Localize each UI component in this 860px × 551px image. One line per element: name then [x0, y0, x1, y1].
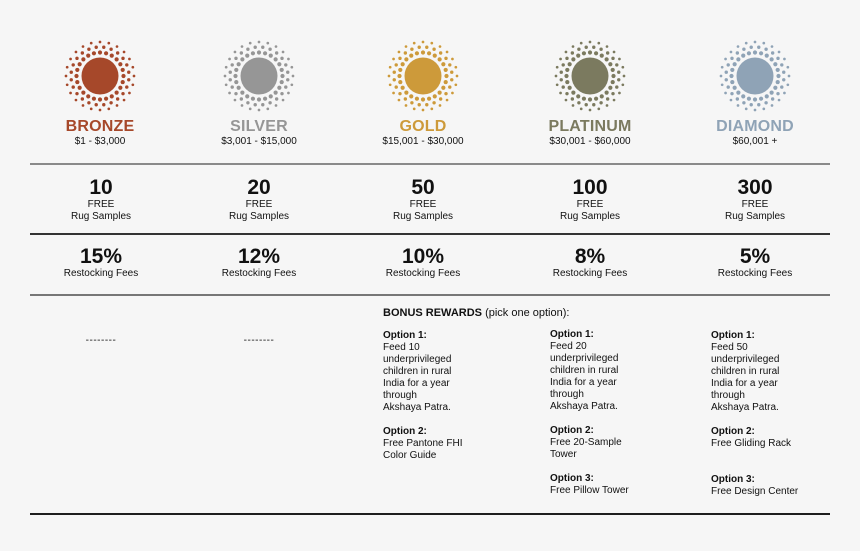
option-text: Free Pillow Tower: [550, 485, 629, 496]
option-1: [550, 329, 690, 413]
fee-bronze: [26, 246, 176, 280]
option-heading: Option 2:: [711, 426, 755, 437]
tier-range: $30,001 - $60,000: [549, 136, 631, 147]
tier-name: BRONZE: [65, 118, 135, 135]
tier-platinum: [515, 38, 665, 148]
divider: [30, 294, 830, 296]
bonus-title-bold: BONUS REWARDS: [383, 307, 483, 319]
option-text: through: [550, 389, 584, 400]
free-label: FREE: [741, 199, 769, 210]
samples-count: 20: [247, 176, 271, 199]
option-text: underprivileged: [711, 354, 780, 365]
bonus-rewards-title: [383, 307, 569, 319]
option-text: Color Guide: [383, 450, 437, 461]
fee-gold: [348, 246, 498, 280]
samples-silver: [184, 177, 334, 223]
sun-icon: [62, 38, 138, 114]
option-text: Free Design Center: [711, 486, 799, 497]
option-text: Akshaya Patra.: [550, 401, 618, 412]
tier-bronze: [25, 38, 175, 148]
bonus-title-rest: (pick one option):: [482, 307, 570, 319]
fee-percent: 15%: [79, 245, 123, 268]
tier-gold: [348, 38, 498, 148]
option-text: children in rural: [383, 366, 452, 377]
free-label: FREE: [576, 199, 604, 210]
fee-label: Restocking Fees: [63, 268, 139, 279]
fee-percent: 12%: [237, 245, 281, 268]
fee-label: Restocking Fees: [385, 268, 461, 279]
sun-icon: [221, 38, 297, 114]
option-heading: Option 3:: [550, 473, 594, 484]
samples-label: Rug Samples: [70, 211, 132, 222]
free-label: FREE: [409, 199, 437, 210]
samples-label: Rug Samples: [724, 211, 786, 222]
tier-range: $15,001 - $30,000: [382, 136, 464, 147]
fee-diamond: [680, 246, 830, 280]
tier-diamond: [680, 38, 830, 148]
option-3: [550, 473, 690, 497]
tier-name: SILVER: [230, 118, 288, 135]
option-1: [711, 330, 851, 414]
option-text: through: [383, 390, 417, 401]
bonus-diamond: [711, 330, 851, 510]
option-heading: Option 1:: [550, 329, 594, 340]
bonus-gold: [383, 330, 523, 474]
divider: [30, 163, 830, 165]
sun-icon: [717, 38, 793, 114]
option-heading: Option 2:: [383, 426, 427, 437]
samples-count: 10: [89, 176, 113, 199]
fee-platinum: [515, 246, 665, 280]
fee-silver: [184, 246, 334, 280]
option-heading: Option 3:: [711, 474, 755, 485]
bonus-platinum: [550, 329, 690, 509]
option-text: Free Pantone FHI: [383, 438, 463, 449]
sun-icon: [385, 38, 461, 114]
sun-icon: [552, 38, 628, 114]
samples-platinum: [515, 177, 665, 223]
tier-range: $3,001 - $15,000: [221, 136, 297, 147]
samples-label: Rug Samples: [228, 211, 290, 222]
bonus-none-bronze: --------: [85, 335, 117, 346]
option-text: underprivileged: [383, 354, 452, 365]
samples-bronze: [26, 177, 176, 223]
option-text: Feed 10: [383, 342, 420, 353]
divider: [30, 513, 830, 515]
fee-label: Restocking Fees: [552, 268, 628, 279]
tier-name: DIAMOND: [716, 118, 794, 135]
samples-count: 100: [572, 176, 608, 199]
option-text: Tower: [550, 449, 577, 460]
option-text: India for a year: [711, 378, 778, 389]
samples-label: Rug Samples: [392, 211, 454, 222]
fee-percent: 10%: [401, 245, 445, 268]
samples-count: 50: [411, 176, 435, 199]
fee-percent: 5%: [739, 245, 771, 268]
tier-name: GOLD: [399, 118, 447, 135]
option-text: Feed 20: [550, 341, 587, 352]
option-text: India for a year: [383, 378, 450, 389]
option-text: Free Gliding Rack: [711, 438, 792, 449]
option-heading: Option 1:: [383, 330, 427, 341]
option-text: Akshaya Patra.: [383, 402, 451, 413]
samples-gold: [348, 177, 498, 223]
free-label: FREE: [87, 199, 115, 210]
samples-count: 300: [737, 176, 773, 199]
tier-range: $60,001 +: [732, 136, 778, 147]
option-text: children in rural: [711, 366, 780, 377]
fee-percent: 8%: [574, 245, 606, 268]
bonus-none-silver: --------: [243, 335, 275, 346]
option-1: [383, 330, 523, 414]
option-text: Free 20-Sample: [550, 437, 622, 448]
fee-label: Restocking Fees: [221, 268, 297, 279]
tier-range: $1 - $3,000: [74, 136, 126, 147]
tier-silver: [184, 38, 334, 148]
option-text: underprivileged: [550, 353, 619, 364]
option-text: Feed 50: [711, 342, 748, 353]
option-2: [711, 426, 851, 450]
option-heading: Option 1:: [711, 330, 755, 341]
samples-label: Rug Samples: [559, 211, 621, 222]
option-text: children in rural: [550, 365, 619, 376]
option-2: [550, 425, 690, 461]
option-text: through: [711, 390, 745, 401]
free-label: FREE: [245, 199, 273, 210]
option-3: [711, 474, 851, 498]
samples-diamond: [680, 177, 830, 223]
option-text: Akshaya Patra.: [711, 402, 779, 413]
fee-label: Restocking Fees: [717, 268, 793, 279]
divider: [30, 233, 830, 235]
option-text: India for a year: [550, 377, 617, 388]
option-2: [383, 426, 523, 462]
option-heading: Option 2:: [550, 425, 594, 436]
tier-name: PLATINUM: [548, 118, 632, 135]
